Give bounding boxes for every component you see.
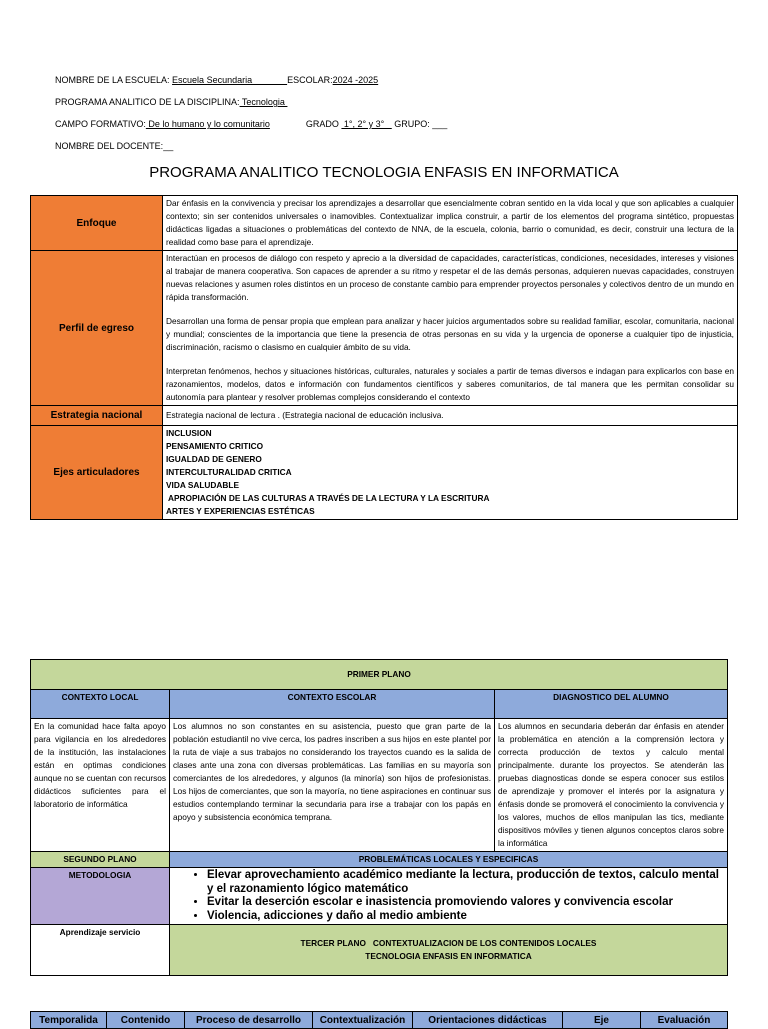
campo-value: De lo humano y lo comunitario bbox=[145, 119, 270, 129]
estrategia-row bbox=[31, 406, 738, 426]
perfil-paragraph-2: Desarrollan una forma de pensar propia que emplean para analizar y hacer juicios argumentados sobre su realidad familiar, escolar, comunitaria, nacional y mundial; conscientes de la importancia que tiene la presencia de otras personas en su vida y la urgencia de oponerse a cualquier tipo de injusticia, discriminación, racismo o clasismo en cualquier ámbito de su vida. bbox=[166, 316, 734, 352]
docente-line bbox=[55, 141, 173, 151]
program-value: Tecnologia bbox=[239, 97, 288, 107]
metodologia-item: • Evitar la deserción escolar e inasistencia promoviendo valores y convivencia escolar bbox=[207, 896, 724, 910]
campo-label: CAMPO FORMATIVO: bbox=[55, 119, 146, 129]
metodologia-list-cell bbox=[170, 868, 728, 925]
campo-line bbox=[55, 119, 447, 129]
tercer-plano-line-2: TECNOLOGIA ENFASIS EN INFORMATICA bbox=[365, 951, 532, 961]
perfil-paragraph-3: Interpretan fenómenos, hechos y situaciones históricas, culturales, naturales y sociales a partir de temas diversos e indagan para explicarlos con base en razonamientos, modelos, datos e información con fundamentos científicos y saberes comunitarios, de tal manera que les permitan consolidar su autonomía para plantear y resolver problemas complejos considerando el contexto bbox=[166, 366, 734, 402]
diagnostico-text: Los alumnos en secundaria deberán dar énfasis en atender la problemática en atención a la comprensión lectora y correcta producción de textos y calculo mental principalmente. durante los proyectos. Se atenderán las pruebas diagnosticas donde se espera conocer sus estilos de aprendizaje y promover el interés por la asignatura y énfasis donde se promoverá el conocimiento la convivencia y los valores, muchos de ellos manipulan las tics, mediante dispositivos móviles y tienen algunos conceptos claros sobre la informática bbox=[495, 719, 728, 852]
contexto-escolar-header: CONTEXTO ESCOLAR bbox=[170, 690, 495, 719]
enfoque-text: Dar énfasis en la convivencia y precisar los aprendizajes a desarrollar que esencialmente cobran sentido en la vida local y que son aplicables a cualquier contexto; sin ser contenidos universales o inamovibles. Contextualizar implica construir, a partir de los elementos del programa sintético, propuestas didácticas ligadas a situaciones o problemáticas del contexto de NNA, de la escuela, colonia, barrio o comunidad, es decir, construir una lectura de la realidad como base para el aprendizaje. bbox=[163, 196, 738, 251]
ejes-label: Ejes articuladores bbox=[31, 426, 163, 520]
grupo-label: GRUPO: bbox=[391, 119, 433, 129]
metodologia-label: METODOLOGIA bbox=[31, 868, 170, 925]
docente-value: __ bbox=[163, 141, 174, 151]
page-title: PROGRAMA ANALITICO TECNOLOGIA ENFASIS EN INFORMATICA bbox=[149, 164, 619, 181]
eje-item: INCLUSION bbox=[166, 428, 212, 438]
program-table bbox=[30, 195, 738, 520]
metodologia-list bbox=[173, 869, 724, 923]
eje-item: PENSAMIENTO CRITICO bbox=[166, 441, 264, 451]
tercer-plano-heading bbox=[170, 925, 728, 976]
col-contenido: Contenido bbox=[107, 1012, 185, 1029]
docente-label: NOMBRE DEL DOCENTE: bbox=[55, 141, 164, 151]
school-name-line bbox=[55, 75, 378, 85]
contexto-local-text: En la comunidad hace falta apoyo para vigilancia en los alrededores de la institución, las instalaciones están en optimas condiciones aunque no se cuentan con recursos didácticos suficientes para el laboratorio de informática bbox=[31, 719, 170, 852]
col-evaluacion: Evaluación bbox=[641, 1012, 728, 1029]
grado-label: GRADO bbox=[305, 119, 342, 129]
aprendizaje-servicio-label: Aprendizaje servicio bbox=[31, 925, 170, 976]
problematicas-heading: PROBLEMÁTICAS LOCALES Y ESPECIFICAS bbox=[170, 852, 728, 868]
school-name-label: NOMBRE DE LA ESCUELA: bbox=[55, 75, 173, 85]
col-contextualizacion: Contextualización bbox=[313, 1012, 413, 1029]
segundo-plano-label: SEGUNDO PLANO bbox=[31, 852, 170, 868]
estrategia-text: Estrategia nacional de lectura . (Estrategia nacional de educación inclusiva. bbox=[163, 406, 738, 426]
eje-item: APROPIACIÓN DE LAS CULTURAS A TRAVÉS DE LA LECTURA Y LA ESCRITURA bbox=[166, 493, 490, 503]
metodologia-item: • Violencia, adicciones y daño al medio ambiente bbox=[207, 910, 724, 924]
grado-value: 1°, 2° y 3° bbox=[341, 119, 392, 129]
planos-table bbox=[30, 659, 728, 976]
contexto-local-header: CONTEXTO LOCAL bbox=[31, 690, 170, 719]
perfil-cell bbox=[163, 251, 738, 406]
contenidos-header-row bbox=[31, 1012, 728, 1029]
tercer-plano-line-1: TERCER PLANO CONTEXTUALIZACION DE LOS CONTENIDOS LOCALES bbox=[300, 938, 597, 948]
perfil-row bbox=[31, 251, 738, 406]
ejes-row bbox=[31, 426, 738, 520]
col-orientaciones: Orientaciones didácticas bbox=[413, 1012, 563, 1029]
program-line bbox=[55, 97, 287, 107]
metodologia-item: • Elevar aprovechamiento académico mediante la lectura, producción de textos, calculo mental y el razonamiento lógico matemático bbox=[207, 869, 724, 896]
eje-item: INTERCULTURALIDAD CRITICA bbox=[166, 467, 292, 477]
school-year-label: ESCOLAR: bbox=[287, 75, 333, 85]
eje-item: VIDA SALUDABLE bbox=[166, 480, 239, 490]
program-label: PROGRAMA ANALITICO DE LA DISCIPLINA: bbox=[55, 97, 240, 107]
col-eje: Eje bbox=[563, 1012, 641, 1029]
ejes-cell bbox=[163, 426, 738, 520]
perfil-label: Perfil de egreso bbox=[31, 251, 163, 406]
contexto-escolar-text: Los alumnos no son constantes en su asistencia, puesto que gran parte de la población estudiantil no vive cerca, los padres inscriben a sus hijos en este plantel por la ruta de viaje a sus trabajos no considerando los trayectos cuando es la salida de clases ante una zona con diversas problemáticas. Las familias en su mayoría son comerciantes de los alrededores, y algunos (la minoría) son hijos de profesionistas. Los hijos de comerciantes, que son la mayoría, no tiene aspiraciones en continuar sus estudios contemplando terminar la secundaria para irse a trabajar con los papás en apoyo y subsistencia económica temprana. bbox=[170, 719, 495, 852]
contenidos-table bbox=[30, 1011, 728, 1029]
col-proceso: Proceso de desarrollo bbox=[185, 1012, 313, 1029]
school-year-value: 2024 -2025 bbox=[332, 75, 379, 85]
eje-item: ARTES Y EXPERIENCIAS ESTÉTICAS bbox=[166, 506, 315, 516]
grupo-value: ___ bbox=[432, 119, 448, 129]
enfoque-label: Enfoque bbox=[31, 196, 163, 251]
eje-item: IGUALDAD DE GENERO bbox=[166, 454, 262, 464]
col-temporalidad: Temporalida bbox=[31, 1012, 107, 1029]
perfil-paragraph-1: Interactúan en procesos de diálogo con respeto y aprecio a la diversidad de capacidades, características, condiciones, necesidades, intereses y visiones al trabajar de manera cooperativa. Son capaces de aprender a su ritmo y respetar el de las demás personas, adquieren nuevas capacidades, construyen nuevas relaciones y asumen roles distintos en un proceso de constante cambio para emprender proyectos personales y colectivos dentro de un mundo en rápida transformación. bbox=[166, 253, 734, 302]
estrategia-label: Estrategia nacional bbox=[31, 406, 163, 426]
diagnostico-header: DIAGNOSTICO DEL ALUMNO bbox=[495, 690, 728, 719]
school-name-value: Escuela Secundaria bbox=[172, 75, 288, 85]
enfoque-row bbox=[31, 196, 738, 251]
primer-plano-heading: PRIMER PLANO bbox=[31, 660, 728, 690]
